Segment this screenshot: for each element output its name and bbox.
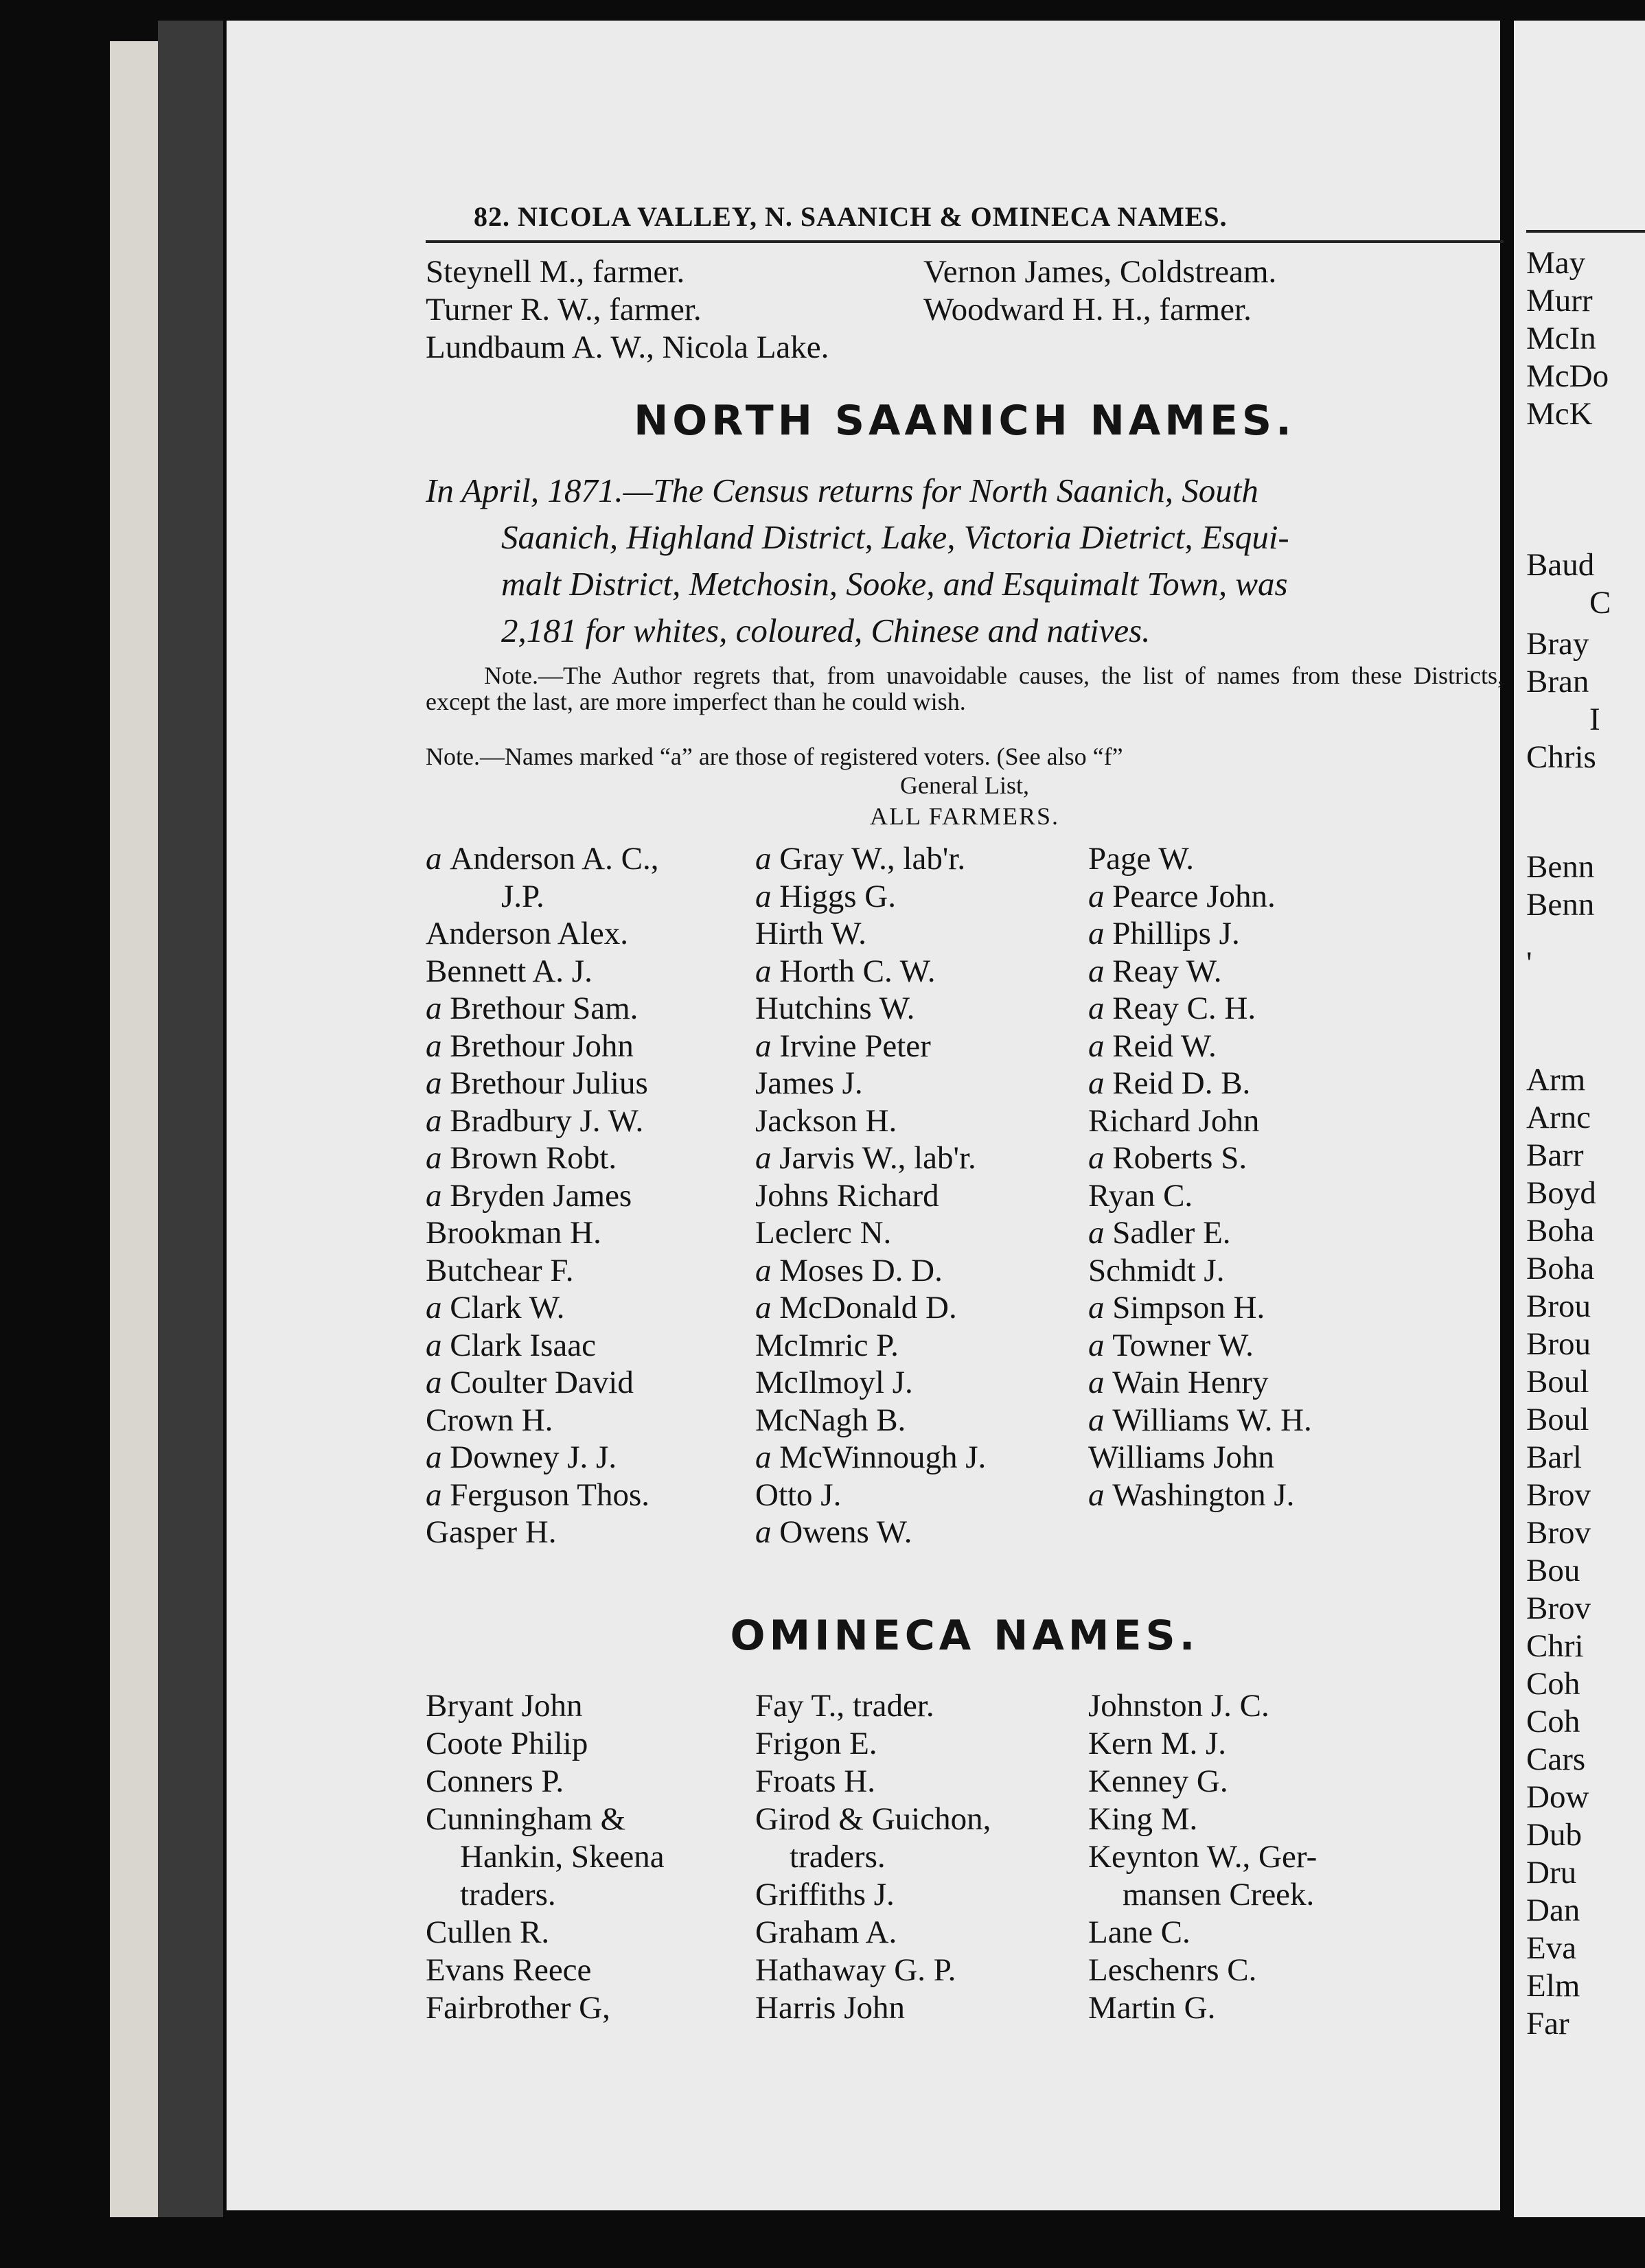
- name-entry: [1088, 1142, 1247, 1174]
- census-intro-line: malt District, Metchosin, Sooke, and Esquimalt Town, was: [501, 565, 1288, 603]
- entry-name: Johns Richard: [755, 1177, 939, 1214]
- entry-name: Cunningham &: [426, 1801, 626, 1837]
- name-entry: [426, 1404, 553, 1437]
- entry-name: Evans Reece: [426, 1952, 592, 1988]
- census-intro-line: Saanich, Highland District, Lake, Victoria Dietrict, Esqui-: [501, 518, 1289, 556]
- adjacent-fragment: Bray: [1526, 626, 1589, 662]
- entry-name: Horth C. W.: [779, 953, 936, 989]
- entry-name: Girod & Guichon,: [755, 1801, 991, 1837]
- entry-name: Fay T., trader.: [755, 1688, 934, 1724]
- name-entry: [426, 1479, 649, 1512]
- registered-voter-mark: a: [426, 1102, 450, 1139]
- entry-name: Clark Isaac: [450, 1327, 596, 1363]
- header-rule: [426, 240, 1504, 243]
- entry-name: James J.: [755, 1065, 863, 1101]
- entry-name: Keynton W., Ger-: [1088, 1839, 1318, 1875]
- adjacent-fragment: Dan: [1526, 1893, 1580, 1928]
- running-head: 82. NICOLA VALLEY, N. SAANICH & OMINECA NAMES.: [474, 201, 1228, 232]
- directory-page: [227, 21, 1504, 2210]
- name-entry: [1088, 1954, 1256, 1987]
- name-entry: [426, 1763, 564, 1799]
- registered-voter-mark: a: [1088, 1028, 1113, 1064]
- adjacent-fragment: Coh: [1526, 1704, 1580, 1739]
- adjacent-fragment: McDo: [1526, 358, 1609, 394]
- name-entry: [755, 1954, 956, 1987]
- registered-voter-mark: a: [426, 1477, 450, 1513]
- name-entry: [1088, 1367, 1268, 1399]
- adjacent-fragment: Dow: [1526, 1779, 1589, 1815]
- registered-voter-mark: a: [1088, 991, 1113, 1026]
- name-entry: [426, 1030, 634, 1063]
- name-entry: [1088, 1102, 1260, 1139]
- entry-name: Page W.: [1088, 841, 1195, 877]
- adjacent-fragment: May: [1526, 245, 1586, 281]
- adjacent-fragment: Barl: [1526, 1439, 1582, 1475]
- name-entry: [755, 1142, 976, 1174]
- adjacent-fragment: Cars: [1526, 1741, 1586, 1777]
- name-entry: [460, 1879, 556, 1911]
- registered-voter-mark: a: [1088, 1140, 1113, 1176]
- entry-name: Brethour John: [450, 1028, 634, 1064]
- adjacent-fragment: Barr: [1526, 1137, 1584, 1173]
- entry-name: Hirth W.: [755, 916, 866, 951]
- name-entry: [755, 1030, 931, 1063]
- entry-name: Brethour Julius: [450, 1065, 648, 1101]
- name-entry: [1088, 1030, 1217, 1063]
- adjacent-fragment: Boul: [1526, 1364, 1589, 1400]
- name-entry: [755, 878, 896, 914]
- entry-name: Bennett A. J.: [426, 953, 593, 989]
- name-entry: [1088, 1992, 1215, 2024]
- name-entry: [755, 918, 866, 950]
- entry-name: Bryant John: [426, 1688, 583, 1724]
- entry-name: Brethour Sam.: [450, 991, 639, 1026]
- entry-name: Downey J. J.: [450, 1439, 617, 1475]
- adjacent-fragment: Dru: [1526, 1855, 1577, 1890]
- entry-name: Roberts S.: [1112, 1140, 1247, 1176]
- nicola-entry: Turner R. W., farmer.: [426, 292, 702, 327]
- registered-voter-mark: a: [1088, 1215, 1113, 1251]
- adjacent-fragment: Benn: [1526, 849, 1595, 885]
- name-entry: [1088, 1252, 1225, 1288]
- adjacent-page-fragment: [1514, 21, 1645, 2217]
- entry-name: Conners P.: [426, 1763, 564, 1799]
- name-entry: [755, 1177, 939, 1214]
- adjacent-fragment: I: [1589, 702, 1600, 737]
- name-entry: [426, 1690, 582, 1722]
- registered-voter-mark: a: [1088, 953, 1113, 989]
- entry-name: Bradbury J. W.: [450, 1102, 644, 1139]
- entry-name: J.P.: [501, 878, 544, 914]
- entry-name: McDonald D.: [779, 1290, 957, 1326]
- name-entry: [426, 1102, 644, 1139]
- registered-voter-mark: a: [755, 953, 780, 989]
- registered-voter-mark: a: [426, 1439, 450, 1475]
- entry-name: Harris John: [755, 1990, 905, 2026]
- name-entry: [426, 1217, 601, 1249]
- entry-name: Ryan C.: [1088, 1177, 1193, 1214]
- entry-name: Bryden James: [450, 1177, 632, 1214]
- name-entry: [1088, 1177, 1193, 1214]
- entry-name: Gray W., lab'r.: [779, 841, 966, 877]
- scan-bottom-edge: [0, 2217, 1645, 2268]
- entry-name: Lane C.: [1088, 1914, 1190, 1950]
- entry-name: Gasper H.: [426, 1514, 557, 1550]
- entry-name: McImric P.: [755, 1327, 899, 1363]
- name-entry: [426, 1516, 557, 1549]
- adjacent-fragment: Boul: [1526, 1402, 1589, 1437]
- name-entry: [755, 1067, 863, 1100]
- entry-name: Phillips J.: [1112, 916, 1240, 951]
- voters-note: Note.—Names marked “a” are those of registered voters. (See also “f”: [426, 743, 1123, 770]
- name-entry: [1088, 953, 1222, 989]
- adjacent-fragment: Elm: [1526, 1968, 1580, 2004]
- registered-voter-mark: a: [426, 991, 450, 1026]
- adjacent-fragment: Brov: [1526, 1590, 1591, 1626]
- name-entry: [755, 843, 965, 875]
- name-entry: [426, 1914, 550, 1950]
- registered-voter-mark: a: [426, 1290, 450, 1326]
- registered-voter-mark: a: [426, 1065, 450, 1101]
- entry-name: Otto J.: [755, 1477, 842, 1513]
- registered-voter-mark: a: [1088, 878, 1113, 914]
- nicola-entry: Steynell M., farmer.: [426, 254, 685, 290]
- adjacent-fragment: Boha: [1526, 1251, 1595, 1286]
- entry-name: Reay W.: [1112, 953, 1222, 989]
- entry-name: Wain Henry: [1112, 1365, 1269, 1400]
- name-entry: [1088, 1914, 1190, 1950]
- name-entry: [1088, 1690, 1269, 1722]
- name-entry: [426, 1992, 610, 2024]
- name-entry: [755, 993, 914, 1025]
- omineca-heading: OMINECA NAMES.: [730, 1612, 1199, 1660]
- entry-name: McWinnough J.: [779, 1439, 987, 1475]
- entry-name: King M.: [1088, 1801, 1198, 1837]
- name-entry: [426, 1367, 634, 1399]
- name-entry: [1088, 1841, 1317, 1873]
- nicola-entry: Woodward H. H., farmer.: [923, 292, 1252, 327]
- name-entry: [755, 1404, 906, 1437]
- name-entry: [755, 1252, 943, 1288]
- entry-name: Jackson H.: [755, 1102, 897, 1139]
- name-entry: [755, 1728, 877, 1760]
- entry-name: Towner W.: [1112, 1327, 1254, 1363]
- registered-voter-mark: a: [755, 1514, 780, 1550]
- name-entry: [460, 1841, 665, 1873]
- name-entry: [755, 1102, 897, 1139]
- name-entry: [1088, 993, 1256, 1025]
- entry-name: Kenney G.: [1088, 1763, 1228, 1799]
- entry-name: Fairbrother G,: [426, 1990, 610, 2026]
- name-entry: [501, 878, 544, 914]
- entry-name: McIlmoyl J.: [755, 1365, 913, 1400]
- name-entry: [426, 1803, 625, 1836]
- adjacent-header-rule: [1526, 230, 1645, 233]
- census-intro-line: 2,181 for whites, coloured, Chinese and natives.: [501, 612, 1151, 649]
- name-entry: [755, 1217, 891, 1249]
- entry-name: Hankin, Skeena: [460, 1839, 665, 1875]
- entry-name: Owens W.: [779, 1514, 912, 1550]
- nicola-entry: Vernon James, Coldstream.: [923, 254, 1277, 290]
- registered-voter-mark: a: [755, 1290, 780, 1326]
- registered-voter-mark: a: [755, 841, 780, 877]
- entry-name: Griffiths J.: [755, 1877, 895, 1912]
- name-entry: [426, 953, 593, 989]
- entry-name: Moses D. D.: [779, 1252, 943, 1288]
- registered-voter-mark: a: [755, 1439, 780, 1475]
- name-entry: [1088, 1479, 1294, 1512]
- entry-name: Graham A.: [755, 1914, 897, 1950]
- entry-name: traders.: [790, 1839, 886, 1875]
- name-entry: [755, 1763, 875, 1799]
- north-saanich-heading: NORTH SAANICH NAMES.: [634, 397, 1296, 445]
- adjacent-fragment: Arnc: [1526, 1100, 1591, 1135]
- adjacent-fragment: Dub: [1526, 1817, 1582, 1853]
- name-entry: [426, 1177, 632, 1214]
- adjacent-fragment: Far: [1526, 2006, 1569, 2041]
- name-entry: [790, 1841, 886, 1873]
- name-entry: [755, 1439, 987, 1475]
- registered-voter-mark: a: [1088, 1290, 1113, 1326]
- registered-voter-mark: a: [426, 1327, 450, 1363]
- entry-name: Williams John: [1088, 1439, 1274, 1475]
- scan-binding-edge: [110, 41, 158, 2224]
- name-entry: [426, 1067, 648, 1100]
- name-entry: [426, 1728, 588, 1760]
- entry-name: Simpson H.: [1112, 1290, 1265, 1326]
- name-entry: [426, 1954, 591, 1987]
- adjacent-fragment: Murr: [1526, 283, 1593, 319]
- name-entry: [755, 1914, 897, 1950]
- entry-name: Crown H.: [426, 1402, 553, 1438]
- entry-name: Cullen R.: [426, 1914, 550, 1950]
- registered-voter-mark: a: [755, 878, 780, 914]
- name-entry: [1088, 1404, 1312, 1437]
- entry-name: Higgs G.: [779, 878, 896, 914]
- entry-name: Leclerc N.: [755, 1215, 892, 1251]
- census-intro-line: In April, 1871.—The Census returns for North Saanich, South: [426, 472, 1258, 509]
- name-entry: [426, 918, 628, 950]
- adjacent-fragment: Bran: [1526, 664, 1589, 699]
- registered-voter-mark: a: [426, 1177, 450, 1214]
- adjacent-fragment: Eva: [1526, 1930, 1577, 1966]
- adjacent-fragment: Brou: [1526, 1288, 1591, 1324]
- entry-name: Reay C. H.: [1112, 991, 1256, 1026]
- registered-voter-mark: a: [426, 1028, 450, 1064]
- entry-name: Pearce John.: [1112, 878, 1276, 914]
- adjacent-fragment: McIn: [1526, 321, 1596, 356]
- entry-name: Jarvis W., lab'r.: [779, 1140, 976, 1176]
- name-entry: [1088, 843, 1194, 875]
- name-entry: [1088, 1217, 1231, 1249]
- adjacent-fragment: Bou: [1526, 1553, 1580, 1588]
- name-entry: [755, 1992, 905, 2024]
- adjacent-fragment: ': [1526, 945, 1532, 981]
- entry-name: Coulter David: [450, 1365, 634, 1400]
- entry-name: Sadler E.: [1112, 1215, 1231, 1251]
- adjacent-fragment: McK: [1526, 396, 1593, 432]
- entry-name: Martin G.: [1088, 1990, 1216, 2026]
- name-entry: [426, 1292, 564, 1324]
- entry-name: traders.: [460, 1877, 556, 1912]
- name-entry: [755, 1327, 899, 1363]
- adjacent-fragment: Arm: [1526, 1062, 1586, 1098]
- adjacent-fragment: Coh: [1526, 1666, 1580, 1702]
- name-entry: [755, 1690, 934, 1722]
- entry-name: Williams W. H.: [1112, 1402, 1312, 1438]
- entry-name: McNagh B.: [755, 1402, 906, 1438]
- adjacent-fragment: Brov: [1526, 1515, 1591, 1551]
- name-entry: [1123, 1879, 1314, 1911]
- entry-name: Reid D. B.: [1112, 1065, 1251, 1101]
- adjacent-fragment: Chri: [1526, 1628, 1584, 1664]
- registered-voter-mark: a: [1088, 916, 1113, 951]
- registered-voter-mark: a: [755, 1028, 780, 1064]
- registered-voter-mark: a: [755, 1252, 780, 1288]
- entry-name: Ferguson Thos.: [450, 1477, 649, 1513]
- name-entry: [1088, 1728, 1226, 1760]
- name-entry: [426, 1439, 617, 1475]
- entry-name: Hathaway G. P.: [755, 1952, 956, 1988]
- entry-name: Washington J.: [1112, 1477, 1295, 1513]
- name-entry: [426, 993, 638, 1025]
- entry-name: Reid W.: [1112, 1028, 1217, 1064]
- entry-name: Johnston J. C.: [1088, 1688, 1269, 1724]
- name-entry: [755, 1879, 895, 1911]
- registered-voter-mark: a: [1088, 1365, 1113, 1400]
- entry-name: Butchear F.: [426, 1252, 574, 1288]
- name-entry: [1088, 1763, 1228, 1799]
- entry-name: Frigon E.: [755, 1726, 877, 1761]
- name-entry: [1088, 1439, 1274, 1475]
- registered-voter-mark: a: [1088, 1477, 1113, 1513]
- adjacent-fragment: Baud: [1526, 547, 1595, 583]
- entry-name: Brown Robt.: [450, 1140, 617, 1176]
- entry-name: Richard John: [1088, 1102, 1260, 1139]
- adjacent-fragment: C: [1589, 585, 1611, 621]
- name-entry: [426, 843, 658, 875]
- entry-name: Anderson Alex.: [426, 916, 629, 951]
- name-entry: [755, 1516, 912, 1549]
- name-entry: [426, 1327, 596, 1363]
- registered-voter-mark: a: [1088, 1327, 1113, 1363]
- adjacent-fragment: Chris: [1526, 739, 1596, 775]
- registered-voter-mark: a: [1088, 1402, 1113, 1438]
- name-entry: [1088, 1327, 1254, 1363]
- name-entry: [755, 1803, 991, 1836]
- name-entry: [755, 1292, 957, 1324]
- all-farmers-subheading: ALL FARMERS.: [869, 802, 1060, 830]
- name-entry: [755, 953, 936, 989]
- registered-voter-mark: a: [755, 1140, 780, 1176]
- adjacent-fragment: Benn: [1526, 887, 1595, 923]
- adjacent-fragment: Boha: [1526, 1213, 1595, 1249]
- registered-voter-mark: a: [426, 841, 450, 877]
- entry-name: Clark W.: [450, 1290, 565, 1326]
- registered-voter-mark: a: [426, 1365, 450, 1400]
- entry-name: Anderson A. C.,: [450, 841, 659, 877]
- entry-name: Coote Philip: [426, 1726, 588, 1761]
- name-entry: [1088, 1292, 1265, 1324]
- author-note: Note.—The Author regrets that, from unavoidable causes, the list of names from these Districts, except the last, are more imperfect than he could wish.: [426, 662, 1504, 715]
- name-entry: [426, 1142, 617, 1174]
- name-entry: [426, 1252, 574, 1288]
- adjacent-fragment: Brov: [1526, 1477, 1591, 1513]
- name-entry: [755, 1479, 841, 1512]
- registered-voter-mark: a: [1088, 1065, 1113, 1101]
- name-entry: [1088, 878, 1276, 914]
- nicola-entry: Lundbaum A. W., Nicola Lake.: [426, 329, 829, 365]
- entry-name: Hutchins W.: [755, 991, 915, 1026]
- registered-voter-mark: a: [426, 1140, 450, 1176]
- entry-name: mansen Creek.: [1123, 1877, 1315, 1912]
- adjacent-fragment: Brou: [1526, 1326, 1591, 1362]
- scan-binding-shadow: [158, 21, 223, 2238]
- entry-name: Irvine Peter: [779, 1028, 931, 1064]
- name-entry: [1088, 918, 1240, 950]
- voters-note-cont: General List,: [900, 772, 1029, 799]
- entry-name: Leschenrs C.: [1088, 1952, 1257, 1988]
- entry-name: Schmidt J.: [1088, 1252, 1225, 1288]
- entry-name: Brookman H.: [426, 1215, 601, 1251]
- name-entry: [755, 1367, 913, 1399]
- entry-name: Kern M. J.: [1088, 1726, 1227, 1761]
- name-entry: [1088, 1067, 1250, 1100]
- adjacent-fragment: Boyd: [1526, 1175, 1596, 1211]
- entry-name: Froats H.: [755, 1763, 875, 1799]
- name-entry: [1088, 1803, 1197, 1836]
